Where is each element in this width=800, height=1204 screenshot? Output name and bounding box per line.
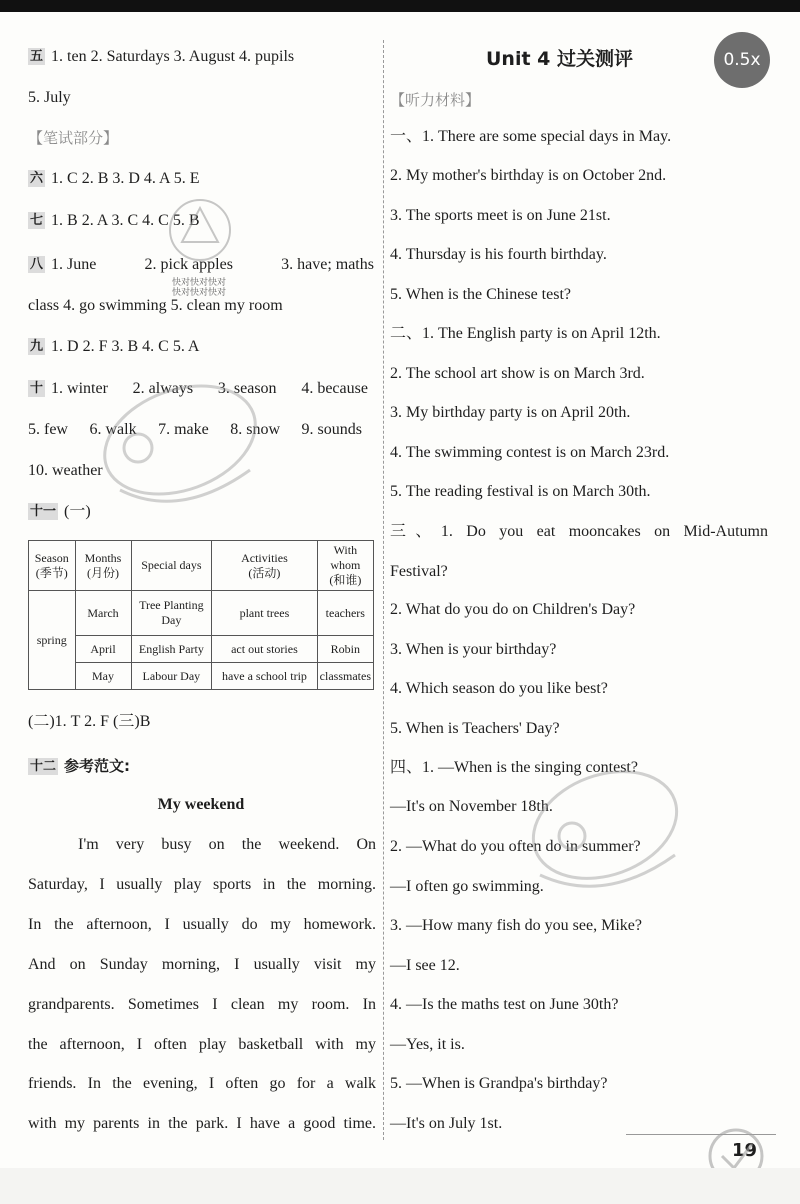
cell-activity: act out stories <box>212 636 317 663</box>
essay-line: grandparents. Sometimes I clean my room. In <box>28 996 376 1013</box>
question-mark-shi: 十 <box>30 381 44 396</box>
listening-section-label: 【听力材料】 <box>390 91 481 109</box>
answer-shi-cont2: 10. weather <box>28 462 103 479</box>
watermark-text: 快对快对快对 快对快对快对 <box>172 278 227 298</box>
question-mark-jiu: 九 <box>30 339 44 354</box>
cell-activity: plant trees <box>212 591 317 636</box>
answer-ba: 八 1. June 2. pick apples 3. have; maths <box>30 256 374 273</box>
special-days-table <box>28 540 374 690</box>
cell-special-day: Labour Day <box>131 663 212 690</box>
header-season: Season (季节) <box>29 541 76 591</box>
cell-month: March <box>75 591 131 636</box>
answer-shi: 十 1. winter 2. always 3. season 4. because <box>30 380 368 397</box>
question-mark-shiyi: 十一 <box>30 504 57 519</box>
question-mark-wu: 五 <box>30 49 44 64</box>
essay-line: I'm very busy on the weekend. On <box>78 836 376 853</box>
header-with-whom: With whom (和谁) <box>317 541 373 591</box>
question-mark-shier: 十二 <box>30 759 57 774</box>
cell-special-day: English Party <box>131 636 212 663</box>
essay-line: Saturday, I usually play sports in the morning. <box>28 876 376 893</box>
cell-with-whom: Robin <box>317 636 373 663</box>
essay-line: In the afternoon, I usually do my homework. <box>28 916 376 933</box>
header-special-days: Special days <box>131 541 212 591</box>
answer-jiu: 九 1. D 2. F 3. B 4. C 5. A <box>30 338 200 355</box>
transcript-line: —I often go swimming. <box>390 878 544 895</box>
transcript-line: Festival? <box>390 563 448 580</box>
transcript-line: —It's on July 1st. <box>390 1115 503 1132</box>
transcript-line: 2. What do you do on Children's Day? <box>390 601 636 618</box>
transcript-line: 3. My birthday party is on April 20th. <box>390 404 631 421</box>
transcript-line: 四、1. —When is the singing contest? <box>390 759 638 776</box>
answer-liu: 六 1. C 2. B 3. D 4. A 5. E <box>30 170 200 187</box>
answer-shiyi-rest: (二)1. T 2. F (三)B <box>28 713 151 730</box>
answer-wu: 五 1. ten 2. Saturdays 3. August 4. pupils <box>30 48 295 65</box>
essay-title: My weekend <box>157 796 245 813</box>
header-activities: Activities (活动) <box>212 541 317 591</box>
transcript-line: 5. The reading festival is on March 30th. <box>390 483 651 500</box>
transcript-line: 5. When is the Chinese test? <box>390 286 571 303</box>
answer-shi-cont: 5. few 6. walk 7. make 8. snow 9. sounds <box>28 421 362 438</box>
transcript-line: 2. The school art show is on March 3rd. <box>390 365 645 382</box>
transcript-line: 4. Thursday is his fourth birthday. <box>390 246 607 263</box>
answer-wu-cont: 5. July <box>28 89 71 106</box>
table-row <box>29 636 374 663</box>
table-row <box>29 591 374 636</box>
header-months: Months (月份) <box>75 541 131 591</box>
answer-ba-cont: class 4. go swimming 5. clean my room <box>28 297 283 314</box>
column-divider <box>383 40 384 1140</box>
table-row <box>29 663 374 690</box>
transcript-line: 一、1. There are some special days in May. <box>390 128 672 145</box>
essay-line: And on Sunday morning, I usually visit my <box>28 956 376 973</box>
transcript-line: 二、1. The English party is on April 12th. <box>390 325 661 342</box>
transcript-line: —Yes, it is. <box>390 1036 465 1053</box>
transcript-line: 3. —How many fish do you see, Mike? <box>390 917 642 934</box>
transcript-line: 4. The swimming contest is on March 23rd. <box>390 444 670 461</box>
transcript-line: 4. —Is the maths test on June 30th? <box>390 996 619 1013</box>
answer-shier: 十二 参考范文: <box>30 757 131 775</box>
question-mark-qi: 七 <box>30 213 44 228</box>
transcript-line: —I see 12. <box>390 957 460 974</box>
transcript-line: —It's on November 18th. <box>390 798 553 815</box>
cell-season: spring <box>29 591 76 690</box>
transcript-line: 5. —When is Grandpa's birthday? <box>390 1075 608 1092</box>
written-section-label: 【笔试部分】 <box>28 129 119 147</box>
question-mark-liu: 六 <box>30 171 44 186</box>
transcript-line: 5. When is Teachers' Day? <box>390 720 560 737</box>
cell-activity: have a school trip <box>212 663 317 690</box>
cell-special-day: Tree Planting Day <box>131 591 212 636</box>
transcript-line: 3. When is your birthday? <box>390 641 557 658</box>
cell-with-whom: teachers <box>317 591 373 636</box>
answer-qi: 七 1. B 2. A 3. C 4. C 5. B <box>30 212 200 229</box>
essay-line: with my parents in the park. I have a good time. <box>28 1115 376 1132</box>
transcript-line: 4. Which season do you like best? <box>390 680 608 697</box>
table-header-row <box>29 541 374 591</box>
top-border <box>0 0 800 12</box>
transcript-line: 3. The sports meet is on June 21st. <box>390 207 611 224</box>
page-number: 19 <box>732 1140 758 1161</box>
transcript-line: 三、1. Do you eat mooncakes on Mid-Autumn <box>390 523 768 540</box>
cell-month: April <box>75 636 131 663</box>
essay-line: friends. In the evening, I often go for a walk <box>28 1075 376 1092</box>
bottom-margin <box>0 1168 800 1204</box>
answer-shiyi: 十一 (一) <box>30 503 91 520</box>
essay-line: the afternoon, I often play basketball with my <box>28 1036 376 1053</box>
question-mark-ba: 八 <box>30 257 44 272</box>
playback-speed-button[interactable]: 0.5x <box>714 32 770 88</box>
cell-month: May <box>75 663 131 690</box>
cell-with-whom: classmates <box>317 663 373 690</box>
transcript-line: 2. My mother's birthday is on October 2nd. <box>390 167 667 184</box>
unit-title: Unit 4 过关测评 <box>486 48 633 70</box>
transcript-line: 2. —What do you often do in summer? <box>390 838 641 855</box>
